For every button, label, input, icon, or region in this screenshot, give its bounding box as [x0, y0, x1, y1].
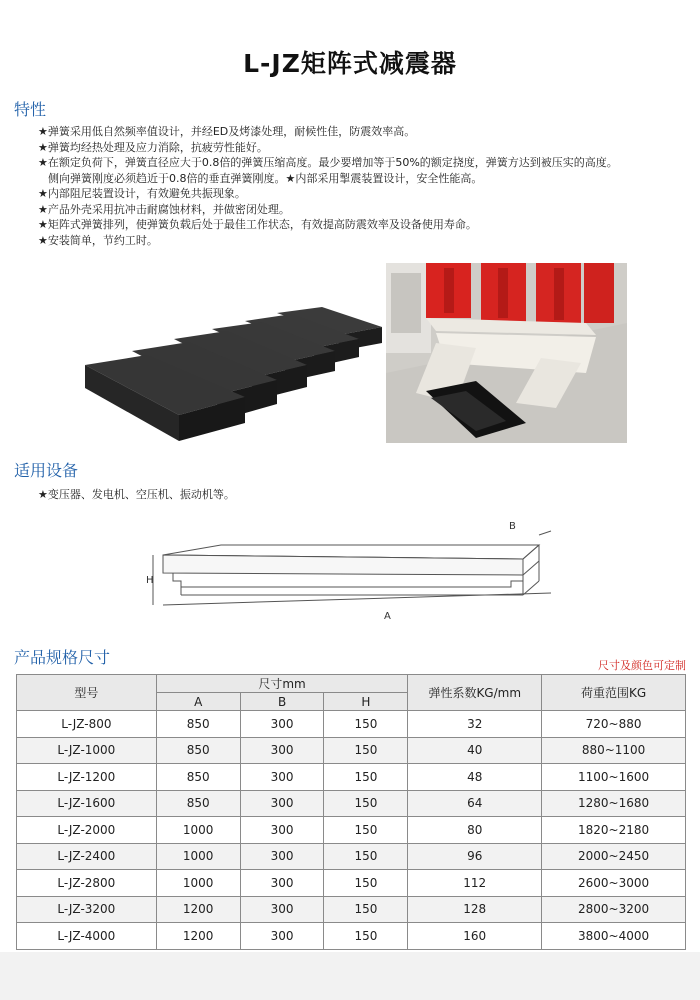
- table-cell: 150: [324, 711, 408, 738]
- table-cell: 300: [240, 843, 324, 870]
- dimension-a-label: A: [384, 611, 391, 622]
- dimension-h-label: H: [146, 575, 154, 586]
- table-cell: 300: [240, 870, 324, 897]
- table-cell: 850: [156, 764, 240, 791]
- table-cell: 150: [324, 870, 408, 897]
- table-cell: L-JZ-2000: [17, 817, 157, 844]
- table-cell: 1000: [156, 870, 240, 897]
- table-row: [17, 870, 686, 897]
- table-cell: 1200: [156, 923, 240, 950]
- table-cell: 32: [408, 711, 542, 738]
- installation-photo: [386, 263, 627, 443]
- header-size: 尺寸mm: [156, 675, 408, 693]
- table-cell: L-JZ-3200: [17, 896, 157, 923]
- features-list: [38, 124, 698, 248]
- table-cell: 1820~2180: [542, 817, 686, 844]
- table-cell: L-JZ-4000: [17, 923, 157, 950]
- table-cell: L-JZ-2800: [17, 870, 157, 897]
- header-h: H: [324, 693, 408, 711]
- applicable-text: ★变压器、发电机、空压机、振动机等。: [38, 488, 235, 501]
- table-cell: 150: [324, 817, 408, 844]
- footer-strip: [0, 952, 700, 1000]
- table-cell: 300: [240, 711, 324, 738]
- table-cell: 40: [408, 737, 542, 764]
- table-cell: 300: [240, 737, 324, 764]
- feature-item: ★弹簧均经热处理及应力消除，抗疲劳性能好。: [38, 140, 268, 154]
- feature-item: ★弹簧采用低自然频率值设计，并经ED及烤漆处理，耐候性佳，防震效率高。: [38, 125, 416, 138]
- table-row: [17, 790, 686, 817]
- product-photo: [77, 263, 382, 443]
- table-cell: 2600~3000: [542, 870, 686, 897]
- feature-item: ★内部阻尼装置设计，有效避免共振现象。: [38, 187, 246, 200]
- table-cell: 64: [408, 790, 542, 817]
- feature-item: 侧向弹簧刚度必须趋近于0.8倍的垂直弹簧刚度。★内部采用掣震装置设计，安全性能高。: [48, 171, 483, 185]
- dimension-drawing: [141, 515, 561, 633]
- table-cell: L-JZ-1200: [17, 764, 157, 791]
- table-cell: 160: [408, 923, 542, 950]
- customization-note: 尺寸及颜色可定制: [598, 659, 686, 672]
- feature-item: ★在额定负荷下，弹簧直径应大于0.8倍的弹簧压缩高度。最少要增加等于50%的额定挠度，弹簧方达到被压实的高度。: [38, 156, 618, 169]
- table-row: [17, 711, 686, 738]
- table-row: [17, 896, 686, 923]
- table-row: [17, 737, 686, 764]
- page-title: L-JZ矩阵式减震器: [243, 49, 457, 78]
- header-stiffness: 弹性系数KG/mm: [408, 675, 542, 711]
- table-cell: 720~880: [542, 711, 686, 738]
- table-cell: 112: [408, 870, 542, 897]
- table-cell: 3800~4000: [542, 923, 686, 950]
- table-cell: 1100~1600: [542, 764, 686, 791]
- header-a: A: [156, 693, 240, 711]
- table-cell: 300: [240, 764, 324, 791]
- table-cell: 850: [156, 711, 240, 738]
- spec-table: [16, 674, 686, 950]
- feature-item: ★产品外壳采用抗冲击耐腐蚀材料，并做密闭处理。: [38, 202, 290, 216]
- table-cell: 150: [324, 737, 408, 764]
- table-cell: 850: [156, 790, 240, 817]
- table-cell: 2800~3200: [542, 896, 686, 923]
- feature-item: ★矩阵式弹簧排列，使弹簧负载后处于最佳工作状态，有效提高防震效率及设备使用寿命。: [38, 218, 477, 231]
- dimension-b-label: B: [509, 521, 516, 532]
- table-cell: 150: [324, 923, 408, 950]
- table-cell: 48: [408, 764, 542, 791]
- table-cell: 1000: [156, 817, 240, 844]
- table-cell: 300: [240, 923, 324, 950]
- table-cell: 880~1100: [542, 737, 686, 764]
- header-model: 型号: [17, 675, 157, 711]
- rubber-blocks-image: [77, 263, 382, 443]
- table-cell: 1280~1680: [542, 790, 686, 817]
- table-cell: 2000~2450: [542, 843, 686, 870]
- table-cell: 150: [324, 896, 408, 923]
- table-cell: L-JZ-1000: [17, 737, 157, 764]
- table-row: [17, 817, 686, 844]
- table-cell: L-JZ-1600: [17, 790, 157, 817]
- table-cell: 300: [240, 896, 324, 923]
- spec-table-body: [17, 711, 686, 950]
- table-cell: 96: [408, 843, 542, 870]
- table-cell: 1000: [156, 843, 240, 870]
- features-heading: 特性: [14, 100, 47, 119]
- header-load: 荷重范围KG: [542, 675, 686, 711]
- table-cell: 150: [324, 843, 408, 870]
- dimension-diagram: [141, 515, 561, 633]
- table-row: [17, 923, 686, 950]
- table-cell: 150: [324, 790, 408, 817]
- table-cell: 300: [240, 790, 324, 817]
- transformer-installation-image: [386, 263, 627, 443]
- spec-heading: 产品规格尺寸: [14, 648, 111, 667]
- table-row: [17, 764, 686, 791]
- table-cell: 80: [408, 817, 542, 844]
- applicable-heading: 适用设备: [14, 461, 79, 480]
- header-b: B: [240, 693, 324, 711]
- table-cell: L-JZ-2400: [17, 843, 157, 870]
- table-cell: L-JZ-800: [17, 711, 157, 738]
- table-cell: 300: [240, 817, 324, 844]
- table-cell: 150: [324, 764, 408, 791]
- feature-item: ★安装简单，节约工时。: [38, 233, 158, 247]
- table-row: [17, 843, 686, 870]
- table-cell: 128: [408, 896, 542, 923]
- table-cell: 1200: [156, 896, 240, 923]
- table-cell: 850: [156, 737, 240, 764]
